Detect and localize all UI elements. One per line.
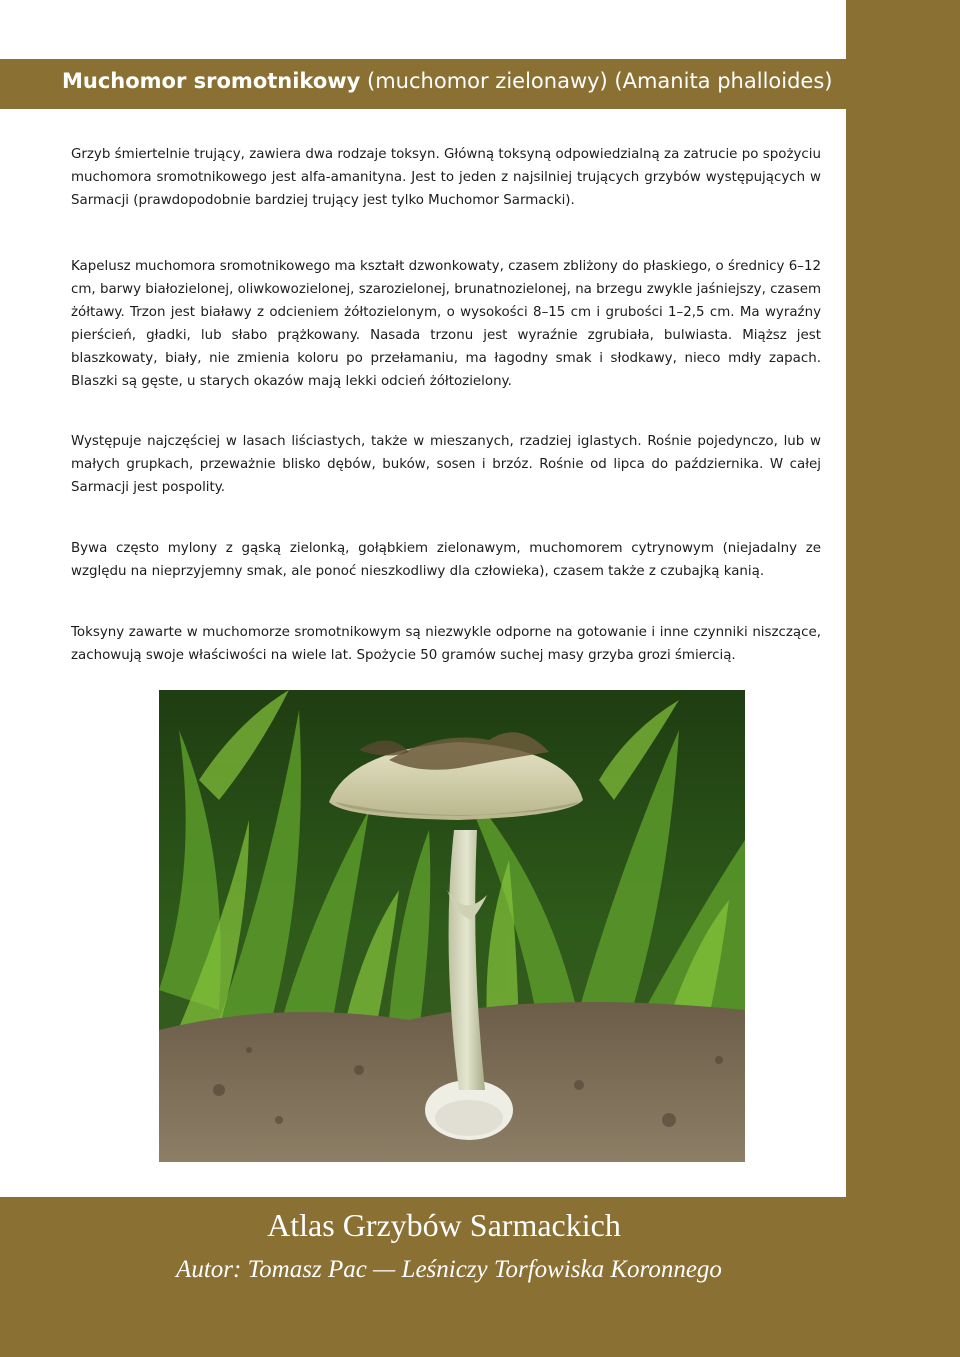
mushroom-photo bbox=[159, 690, 745, 1162]
page-title bbox=[62, 66, 842, 96]
paragraph-toxins: Toksyny zawarte w muchomorze sromotnikowym są niezwykle odporne na gotowanie i inne czynniki niszczące, zachowują swoje właściwości na wiele lat. Spożycie 50 gramów suchej masy grzyba grozi śmiercią. bbox=[71, 625, 821, 663]
paragraph-description: Kapelusz muchomora sromotnikowego ma kształt dzwonkowaty, czasem zbliżony do płaskiego, o średnicy 6–12 cm, barwy białozielonej, oliwkowozielonej, szarozielonej, brunatnozielonej, na brzegu zwykle jaśniejszy, czasem żółtawy. Trzon jest białawy z odcieniem żółtozielonym, o wysokości 8–15 cm i grubości 1–2,5 cm. Ma wyraźny pierścień, gładki, lub słabo prążkowany. Nasada trzonu jest wyraźnie zgrubiała, bulwiasta. Miąższ jest blaszkowaty, biały, nie zmienia koloru po przełamaniu, ma łagodny smak i słodkawy, nieco mdły zapach. Blaszki są gęste, u starych okazów mają lekki odcień żółtozielony. bbox=[71, 259, 821, 389]
paragraph-toxicity: Grzyb śmiertelnie trujący, zawiera dwa rodzaje toksyn. Główną toksyną odpowiedzialną za zatrucie po spożyciu muchomora sromotnikowego jest alfa-amanityna. Jest to jeden z najsilniej trujących grzybów występujących w Sarmacji (prawdopodobnie bardziej trujący jest tylko Muchomor Sarmacki). bbox=[71, 147, 821, 208]
article-body bbox=[71, 143, 821, 667]
footer-author: Autor: Tomasz Pac — Leśniczy Torfowiska Koronnego bbox=[176, 1256, 722, 1283]
footer-atlas-title: Atlas Grzybów Sarmackich bbox=[267, 1207, 621, 1243]
paragraph-confusion: Bywa często mylony z gąską zielonką, gołąbkiem zielonawym, muchomorem cytrynowym (niejadalny ze względu na nieprzyjemny smak, ale ponoć nieszkodliwy dla człowieka), czasem także z czubajką kanią. bbox=[71, 541, 821, 579]
title-common-name: Muchomor sromotnikowy bbox=[62, 69, 361, 93]
mushroom-illustration bbox=[159, 690, 745, 1162]
paragraph-habitat: Występuje najczęściej w lasach liściastych, także w mieszanych, rzadziej iglastych. Rośnie pojedynczo, lub w małych grupkach, przeważnie blisko dębów, buków, sosen i brzóz. Rośnie od lipca do października. W całej Sarmacji jest pospolity. bbox=[71, 434, 821, 495]
right-accent-bar bbox=[846, 0, 960, 1357]
title-alt-names: (muchomor zielonawy) (Amanita phalloides) bbox=[360, 69, 833, 93]
